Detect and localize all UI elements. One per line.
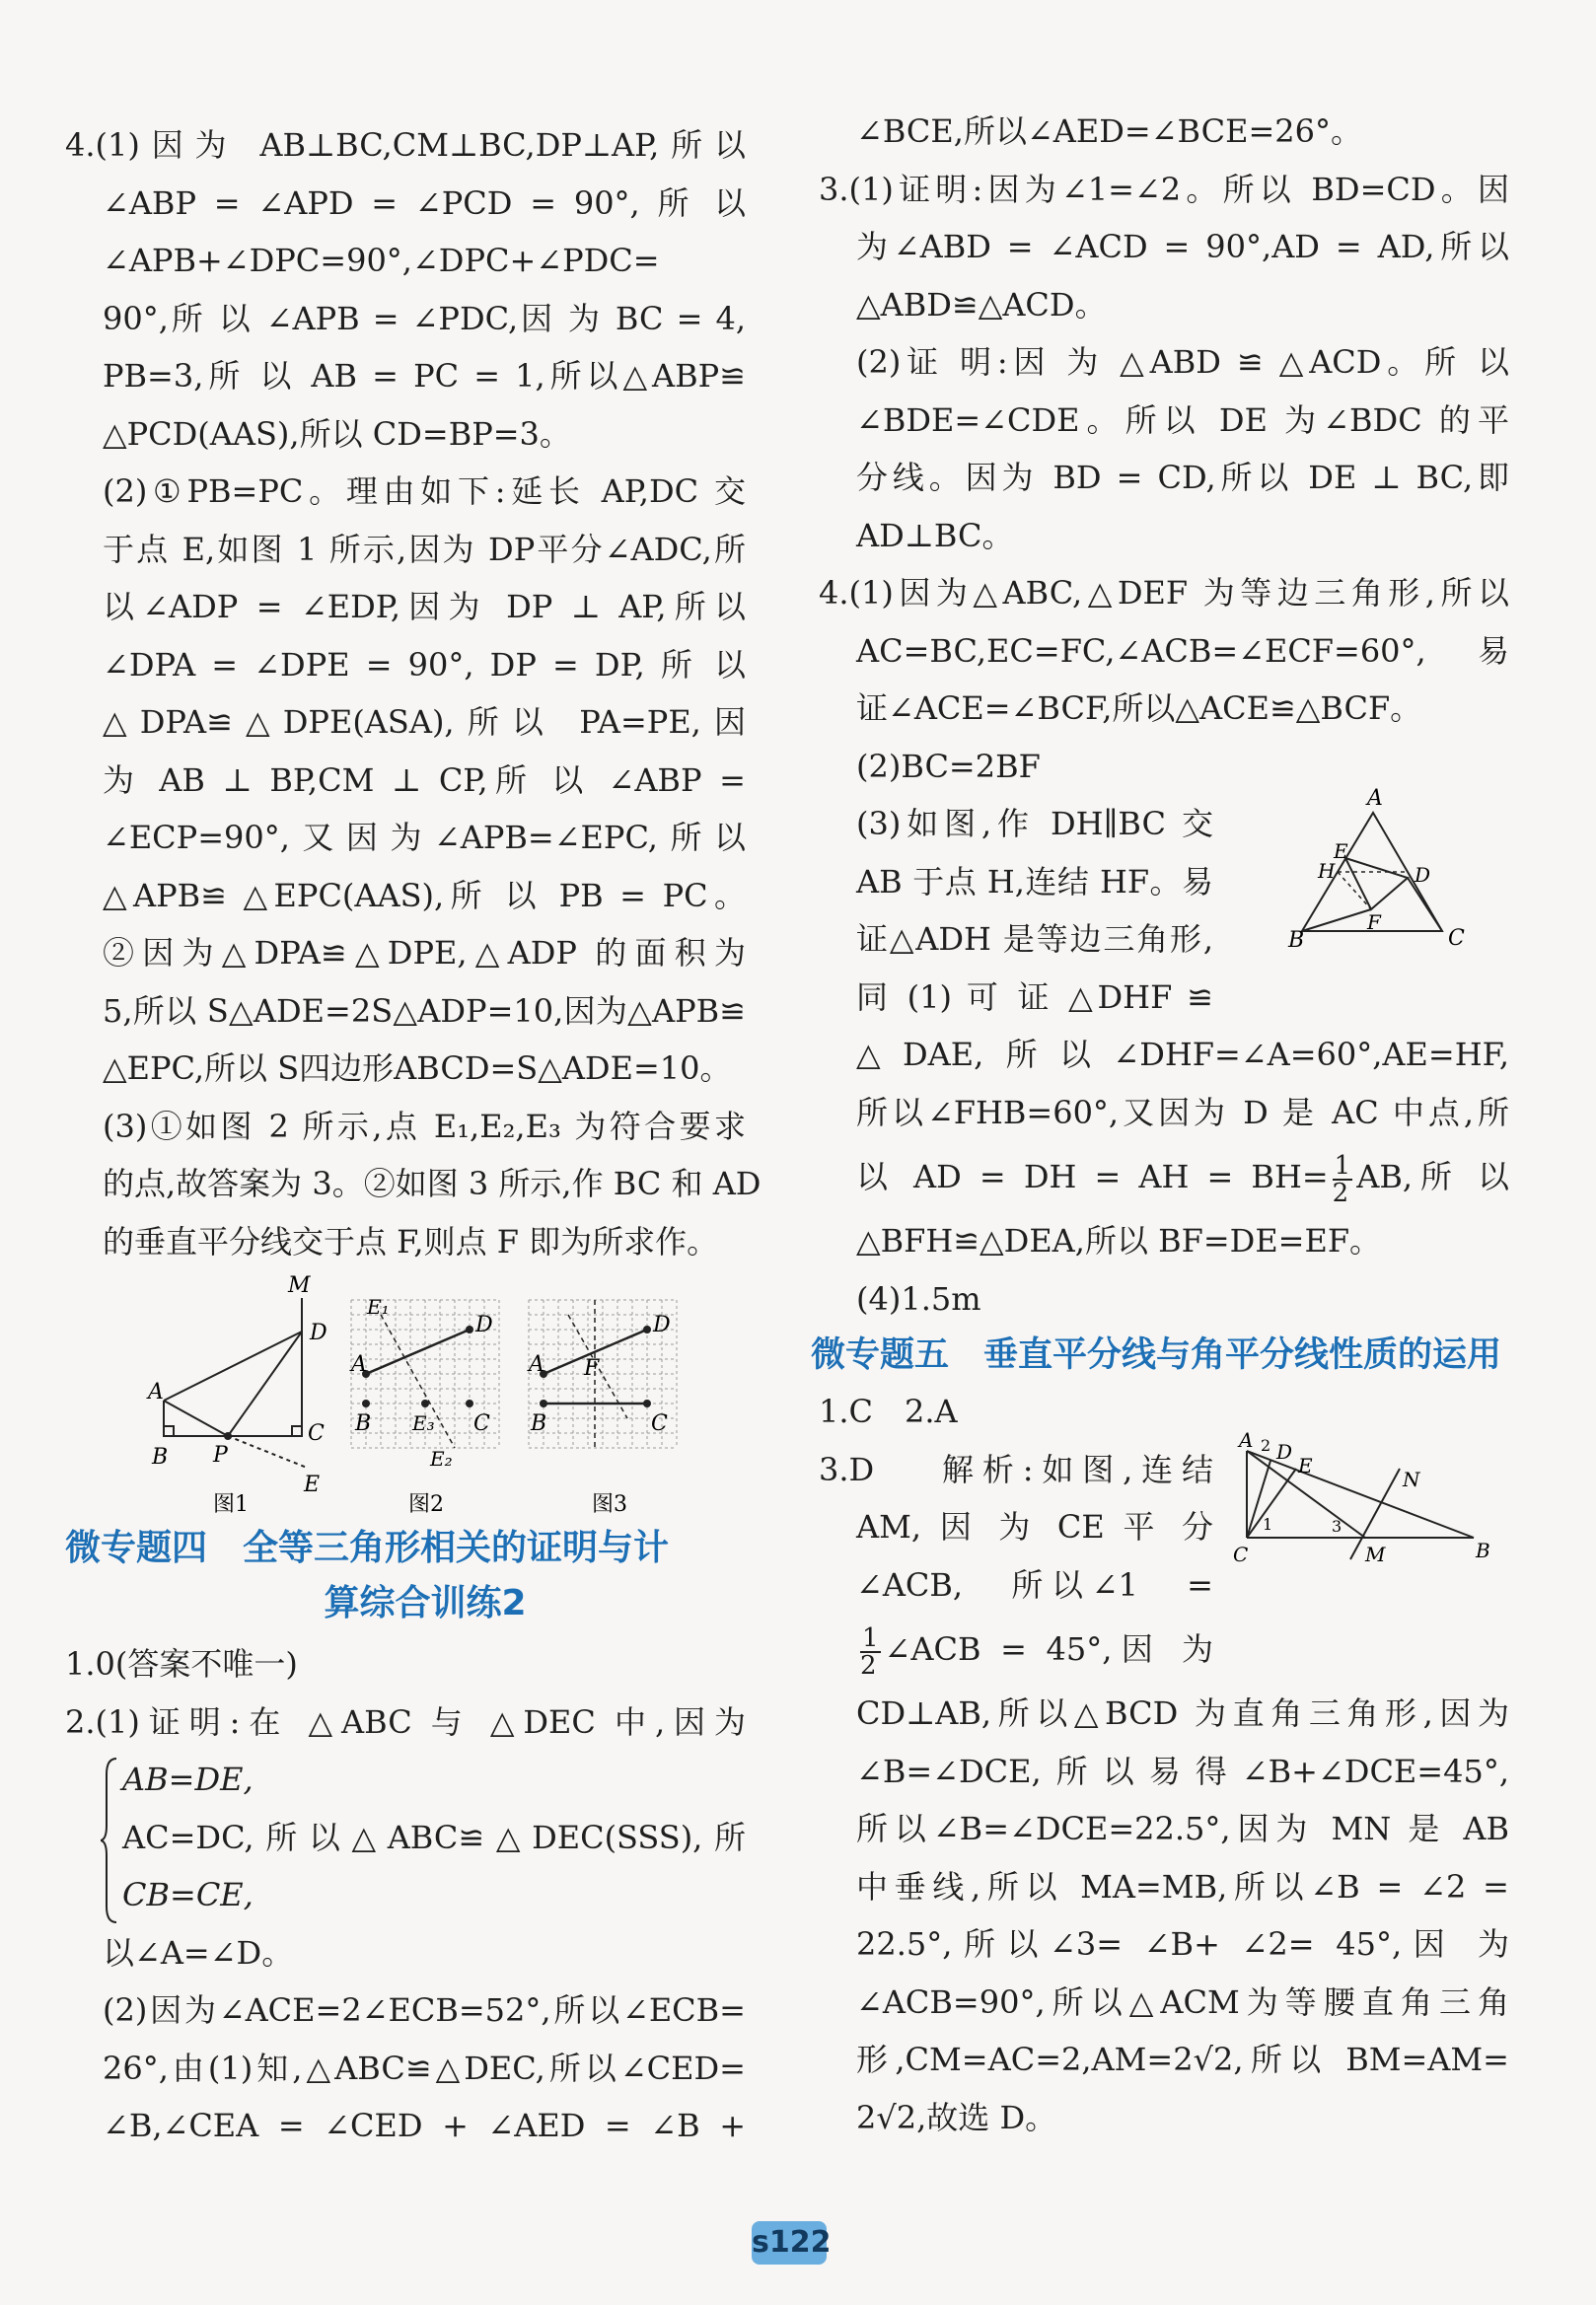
fig4-label: H: [1318, 859, 1336, 883]
text-line: ∠B=∠DCE,所以易得∠B+∠DCE=45°,: [856, 1752, 1509, 1790]
fig1-label: A: [148, 1380, 164, 1405]
fraction-numerator: 1: [862, 1622, 879, 1653]
section-4-title: 微专题四 全等三角形相关的证明与计: [65, 1528, 670, 1568]
fig2-caption: 图2: [408, 1492, 444, 1517]
frac-line-pre: 以 AD = DH = AH = BH=: [856, 1158, 1329, 1195]
frac-line: [819, 1614, 1213, 1685]
text-line: △BFH≌△DEA,所以 BF=DE=EF。: [856, 1222, 1382, 1260]
text-line: 3.(1)证明:因为∠1=∠2。所以 BD=CD。因: [819, 170, 1509, 208]
text-line: (3)如图,作 DH∥BC 交: [856, 805, 1213, 842]
section-5-title: 微专题五 垂直平分线与角平分线性质的运用: [811, 1335, 1502, 1375]
text-line: ∠ACB, 所以∠1 =: [856, 1565, 1213, 1604]
text-line: 同 (1) 可 证 △DHF ≌: [856, 977, 1213, 1016]
text-line: ∠ABP = ∠APD = ∠PCD = 90°, 所 以: [103, 183, 746, 222]
text-line: (2)证 明:因 为 △ABD ≌ △ACD。所 以: [856, 343, 1509, 381]
text-line: ∠DPA = ∠DPE = 90°, DP = DP, 所 以: [103, 645, 746, 684]
text-line: AM, 因 为 CE 平 分: [856, 1508, 1213, 1546]
text-line: (2)BC=2BF: [856, 747, 1041, 785]
brace-line: AC=DC,所以△ABC≌△DEC(SSS),所: [122, 1818, 746, 1856]
text-line: 于点 E,如图 1 所示,因为 DP平分∠ADC,所: [103, 530, 746, 568]
figure-perpendicular-bisector: [1227, 1429, 1503, 1567]
fig1-label: C: [308, 1421, 325, 1446]
fraction-one-half: [1332, 1150, 1353, 1208]
right-column: [811, 112, 1509, 2146]
fig1-label: D: [310, 1321, 327, 1345]
frac-line-post: ∠ACB = 45°,因 为: [884, 1630, 1213, 1668]
q4-3-block: [819, 786, 1509, 1026]
fig3-label: F: [584, 1356, 600, 1381]
text-line: 证∠ACE=∠BCF,所以△ACE≌△BCF。: [856, 689, 1422, 727]
text-line: 4.(1)因为△ABC,△DEF 为等边三角形,所以: [819, 574, 1509, 612]
fraction-denominator: 2: [860, 1650, 877, 1681]
text-line: 以∠ADP = ∠EDP,因为 DP ⊥ AP,所以: [103, 588, 746, 625]
fraction-numerator: 1: [1334, 1150, 1351, 1181]
text-line: △DAE,所以∠DHF=∠A=60°,AE=HF,: [856, 1036, 1509, 1073]
fig4-label: C: [1448, 926, 1465, 951]
text-line: ∠ACB=90°,所以△ACM为等腰直角三角: [856, 1982, 1509, 2021]
text-line: 分线。因为 BD = CD,所以 DE ⊥ BC,即: [856, 459, 1509, 496]
text-line: △APB≌ △EPC(AAS),所 以 PB = PC。: [103, 876, 746, 914]
text-line: AB 于点 H,连结 HF。易: [856, 862, 1213, 900]
fig5-label: E: [1298, 1453, 1313, 1477]
frac-line: [819, 1141, 1509, 1212]
fig3-caption: 图3: [592, 1492, 627, 1517]
fig2-label: B: [355, 1411, 372, 1436]
figures-1-2-3: [65, 1270, 746, 1517]
text-line: CD⊥AB,所以△BCD 为直角三角形,因为: [856, 1694, 1509, 1732]
text-line: 的垂直平分线交于点 F,则点 F 即为所求作。: [103, 1222, 719, 1261]
text-line: 形,CM=AC=2,AM=2√2,所以 BM=AM=: [856, 2041, 1509, 2078]
fig3-label: B: [531, 1411, 547, 1436]
text-line: ∠APB+∠DPC=90°,∠DPC+∠PDC=: [103, 242, 660, 279]
text-line: 2.(1)证明:在 △ABC 与 △DEC 中,因为: [65, 1702, 746, 1741]
fig4-label: D: [1415, 863, 1431, 887]
fig5-label: C: [1233, 1542, 1249, 1566]
fig2-label: D: [475, 1313, 493, 1337]
text-line: 为∠ABD = ∠ACD = 90°,AD = AD,所以: [856, 228, 1509, 265]
figure-1: [164, 1298, 307, 1468]
text-line: ∠ECP=90°,又因为∠APB=∠EPC,所以: [103, 819, 746, 856]
fig2-label: E₃: [412, 1411, 435, 1435]
fig2-label: E₁: [367, 1295, 390, 1319]
brace-line: AB=DE,: [122, 1761, 254, 1798]
q3-block: [819, 1428, 1509, 1686]
fig4-label: E: [1334, 839, 1348, 863]
page-number: s122: [752, 2221, 827, 2265]
text-line: 26°,由(1)知,△ABC≌△DEC,所以∠CED=: [103, 2049, 746, 2087]
text-line: 90°,所 以 ∠APB = ∠PDC,因 为 BC = 4,: [103, 299, 746, 337]
text-line: 证△ADH 是等边三角形,: [856, 920, 1213, 958]
fig5-label: B: [1476, 1538, 1490, 1562]
fig5-label: N: [1403, 1467, 1420, 1491]
fig5-label: 2: [1261, 1435, 1271, 1455]
brace-line: CB=CE,: [122, 1876, 254, 1913]
figure-equilateral: [1265, 775, 1501, 992]
fig4-label: A: [1367, 786, 1383, 811]
text-line: 5,所以 S△ADE=2S△ADP=10,因为△APB≌: [103, 991, 746, 1030]
text-line: 为 AB ⊥ BP,CM ⊥ CP,所 以 ∠ABP =: [103, 760, 746, 799]
text-line: △PCD(AAS),所以 CD=BP=3。: [103, 414, 571, 453]
fraction-denominator: 2: [1332, 1178, 1349, 1208]
text-line: 4.(1)因为 AB⊥BC,CM⊥BC,DP⊥AP,所以: [65, 126, 746, 164]
text-line: ∠B,∠CEA = ∠CED + ∠AED = ∠B +: [103, 2107, 746, 2144]
fig2-label: E₂: [430, 1447, 453, 1471]
text-line: ∠BDE=∠CDE。所以 DE 为∠BDC 的平: [856, 400, 1509, 439]
fig4-label: B: [1288, 928, 1305, 953]
brace-symbol: [101, 1757, 118, 1924]
text-line: (2)因为∠ACE=2∠ECB=52°,所以∠ECB=: [103, 1991, 746, 2029]
fig5-label: M: [1365, 1542, 1386, 1566]
text-line: (2)①PB=PC。理由如下:延长 AP,DC 交: [103, 472, 746, 510]
text-line: PB=3,所 以 AB = PC = 1,所以△ABP≌: [103, 357, 746, 395]
text-line: 所以∠FHB=60°,又因为 D 是 AC 中点,所: [856, 1093, 1509, 1131]
left-column: [65, 116, 762, 2155]
fig1-label: E: [304, 1473, 321, 1497]
frac-line-post: AB,所 以: [1356, 1158, 1509, 1195]
text-line: 1.C 2.A: [819, 1393, 958, 1430]
text-line: AC=BC,EC=FC,∠ACB=∠ECF=60°,易: [856, 631, 1509, 670]
fig5-label: A: [1239, 1428, 1254, 1452]
fig2-label: A: [351, 1352, 367, 1377]
fig5-label: D: [1276, 1439, 1293, 1464]
text-line: (3)①如图 2 所示,点 E₁,E₂,E₃ 为符合要求: [103, 1107, 746, 1145]
fig1-label: P: [213, 1443, 228, 1468]
fig1-caption: 图1: [213, 1492, 249, 1517]
section-4-title-cont: 算综合训练2: [324, 1583, 527, 1623]
text-line: △DPA≌△DPE(ASA),所以 PA=PE,因: [103, 703, 746, 741]
text-line: 2√2,故选 D。: [856, 2098, 1057, 2136]
fig5-label: 1: [1263, 1514, 1273, 1534]
text-line: 1.0(答案不唯一): [65, 1645, 298, 1683]
text-line: 3.D 解析:如图,连结: [819, 1450, 1213, 1488]
text-line: △EPC,所以 S四边形ABCD=S△ADE=10。: [103, 1049, 732, 1087]
text-line: ∠BCE,所以∠AED=∠BCE=26°。: [856, 112, 1362, 150]
text-line: 中垂线,所以 MA=MB,所以∠B = ∠2 =: [856, 1867, 1509, 1906]
text-line: 所以∠B=∠DCE=22.5°,因为 MN 是 AB: [856, 1810, 1509, 1847]
text-line: AD⊥BC。: [856, 516, 1014, 554]
brace-group: [65, 1751, 746, 1924]
fig3-label: C: [651, 1411, 668, 1436]
fraction-one-half: [860, 1622, 881, 1681]
text-line: (4)1.5m: [856, 1279, 981, 1318]
fig4-label: F: [1367, 910, 1381, 934]
fig5-label: 3: [1332, 1516, 1342, 1536]
fig2-label: C: [473, 1411, 490, 1436]
text-line: 22.5°,所以∠3= ∠B+ ∠2= 45°,因 为: [856, 1925, 1509, 1963]
text-line: 以∠A=∠D。: [103, 1933, 294, 1972]
fig1-label: B: [152, 1445, 169, 1470]
text-line: ②因为△DPA≌△DPE,△ADP 的面积为: [103, 934, 746, 972]
fig3-label: A: [529, 1352, 544, 1377]
fig3-label: D: [653, 1313, 671, 1337]
text-line: △ABD≌△ACD。: [856, 285, 1107, 324]
fig1-label: M: [288, 1273, 311, 1298]
text-line: 的点,故答案为 3。②如图 3 所示,作 BC 和 AD: [103, 1165, 762, 1202]
